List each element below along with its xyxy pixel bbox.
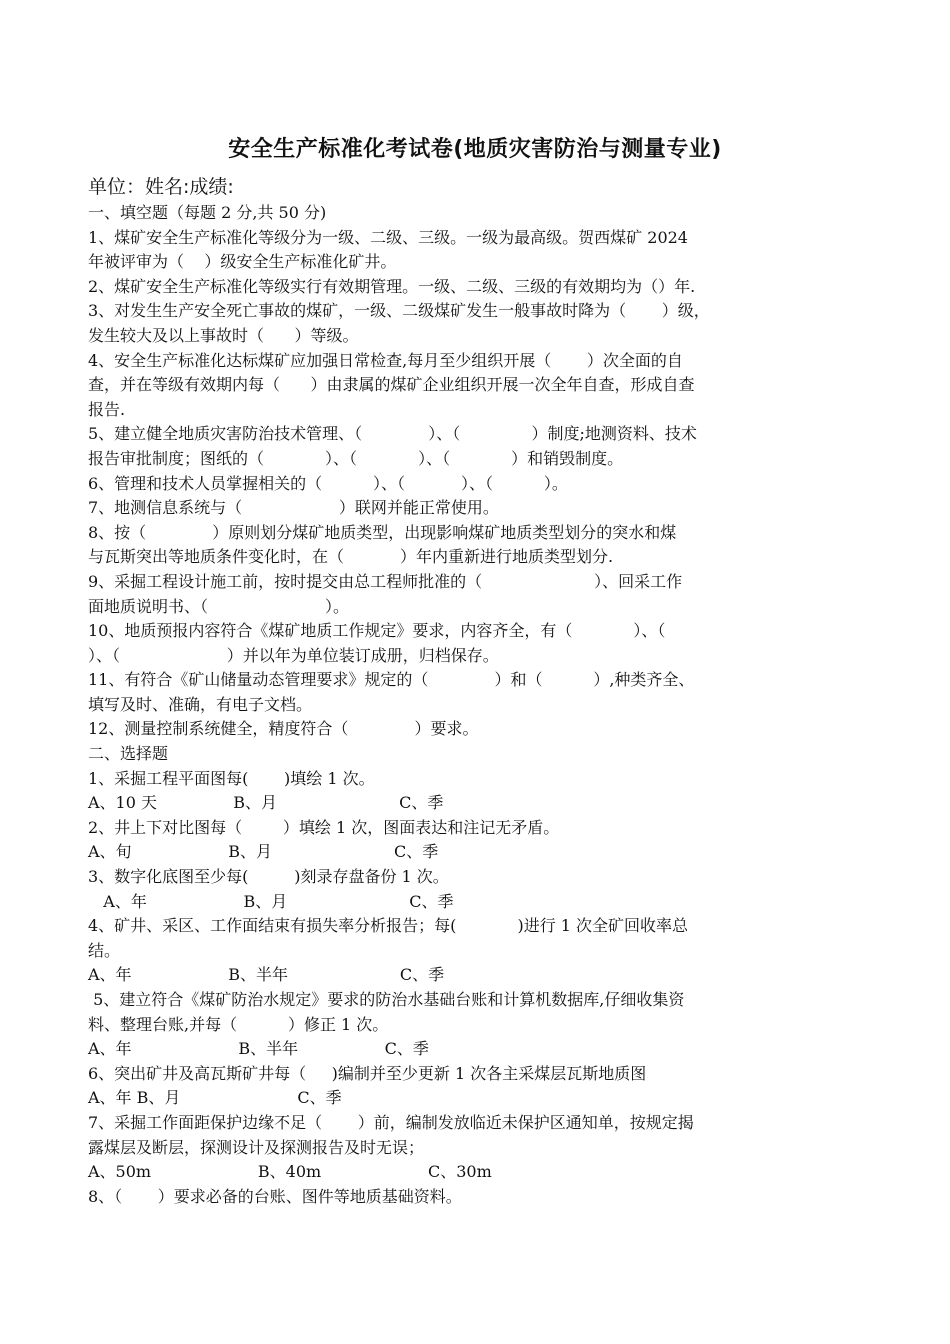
text-line: 报告审批制度；图纸的（ ）、（ ）、（ ）和销毁制度。 [88,448,624,468]
text-line: 9、采掘工程设计施工前，按时提交由总工程师批准的（ ）、回采工作 [88,571,683,591]
text-line: 10、地质预报内容符合《煤矿地质工作规定》要求，内容齐全，有（ ）、（ [88,621,666,641]
text-line: 2、井上下对比图每（ ）填绘 1 次，图面表达和注记无矛盾。 [88,817,560,837]
text-line: 查，并在等级有效期内每（ ）由隶属的煤矿企业组织开展一次全年自查，形成自查 [88,375,695,395]
text-line: 11、有符合《矿山储量动态管理要求》规定的（ ）和（ ）,种类齐全、 [88,670,695,690]
page-title: 安全生产标准化考试卷(地质灾害防治与测量专业) [228,137,722,162]
text-line: 1、采掘工程平面图每( )填绘 1 次。 [88,768,375,788]
text-line: 报告. [88,399,126,419]
text-line: 4、安全生产标准化达标煤矿应加强日常检查,每月至少组织开展（ ）次全面的自 [88,350,683,370]
text-line: 发生较大及以上事故时（ ）等级。 [88,325,359,345]
exam-info-line: 单位：姓名:成绩: [88,176,234,198]
text-line: A、10 天 B、月 C、季 [88,793,444,813]
text-line: A、年 B、半年 C、季 [88,965,445,985]
text-line: A、旬 B、月 C、季 [88,842,439,862]
text-line: 4、矿井、采区、工作面结束有损失率分析报告；每( )进行 1 次全矿回收率总 [88,916,689,936]
text-line: A、50m B、40m C、30m [88,1162,492,1182]
text-line: 8、（ ）要求必备的台账、图件等地质基础资料。 [88,1186,462,1206]
text-line: A、年 B、半年 C、季 [88,1039,429,1059]
text-line: 8、按（ ）原则划分煤矿地质类型，出现影响煤矿地质类型划分的突水和煤 [88,522,677,542]
text-line: A、年 B、月 C、季 [88,891,454,911]
text-line: 一、填空题（每题 2 分,共 50 分) [88,203,327,222]
text-line: 6、突出矿井及高瓦斯矿井每（ )编制并至少更新 1 次各主采煤层瓦斯地质图 [88,1063,647,1083]
text-line: 3、数字化底图至少每( )刻录存盘备份 1 次。 [88,867,449,887]
text-line: 5、建立符合《煤矿防治水规定》要求的防治水基础台账和计算机数据库,仔细收集资 [88,990,685,1009]
text-line: 二、选择题 [88,744,169,764]
text-line: 填写及时、准确，有电子文档。 [88,694,313,714]
text-line: 5、建立健全地质灾害防治技术管理、（ ）、（ ）制度;地测资料、技术 [88,424,697,444]
text-line: 面地质说明书、（ ）。 [88,596,349,616]
text-line: 12、测量控制系统健全，精度符合（ ）要求。 [88,719,479,739]
document-body [88,201,812,1209]
text-line: ）、（ ）并以年为单位装订成册，归档保存。 [88,645,499,665]
text-line: 年被评审为（ ）级安全生产标准化矿井。 [88,252,397,272]
text-line: 1、煤矿安全生产标准化等级分为一级、二级、三级。一级为最高级。贺西煤矿 2024 [88,227,688,247]
text-line: 3、对发生生产安全死亡事故的煤矿，一级、二级煤矿发生一般事故时降为（ ）级， [88,301,710,321]
text-line: 7、采掘工作面距保护边缘不足（ ）前，编制发放临近未保护区通知单，按规定揭 [88,1112,694,1132]
text-line: 结。 [88,940,121,960]
text-line: 7、地测信息系统与（ ）联网并能正常使用。 [88,498,499,518]
text-line: 2、煤矿安全生产标准化等级实行有效期管理。一级、二级、三级的有效期均为（）年. [88,276,696,296]
text-line: 与瓦斯突出等地质条件变化时，在（ ）年内重新进行地质类型划分. [88,547,614,567]
text-line: 露煤层及断层，探测设计及探测报告及时无误； [88,1137,425,1157]
text-line: A、年 B、月 C、季 [88,1088,342,1108]
text-line: 6、管理和技术人员掌握相关的（ ）、（ ）、（ ）。 [88,473,568,493]
text-line: 料、整理台账,并每（ ）修正 1 次。 [88,1014,389,1034]
